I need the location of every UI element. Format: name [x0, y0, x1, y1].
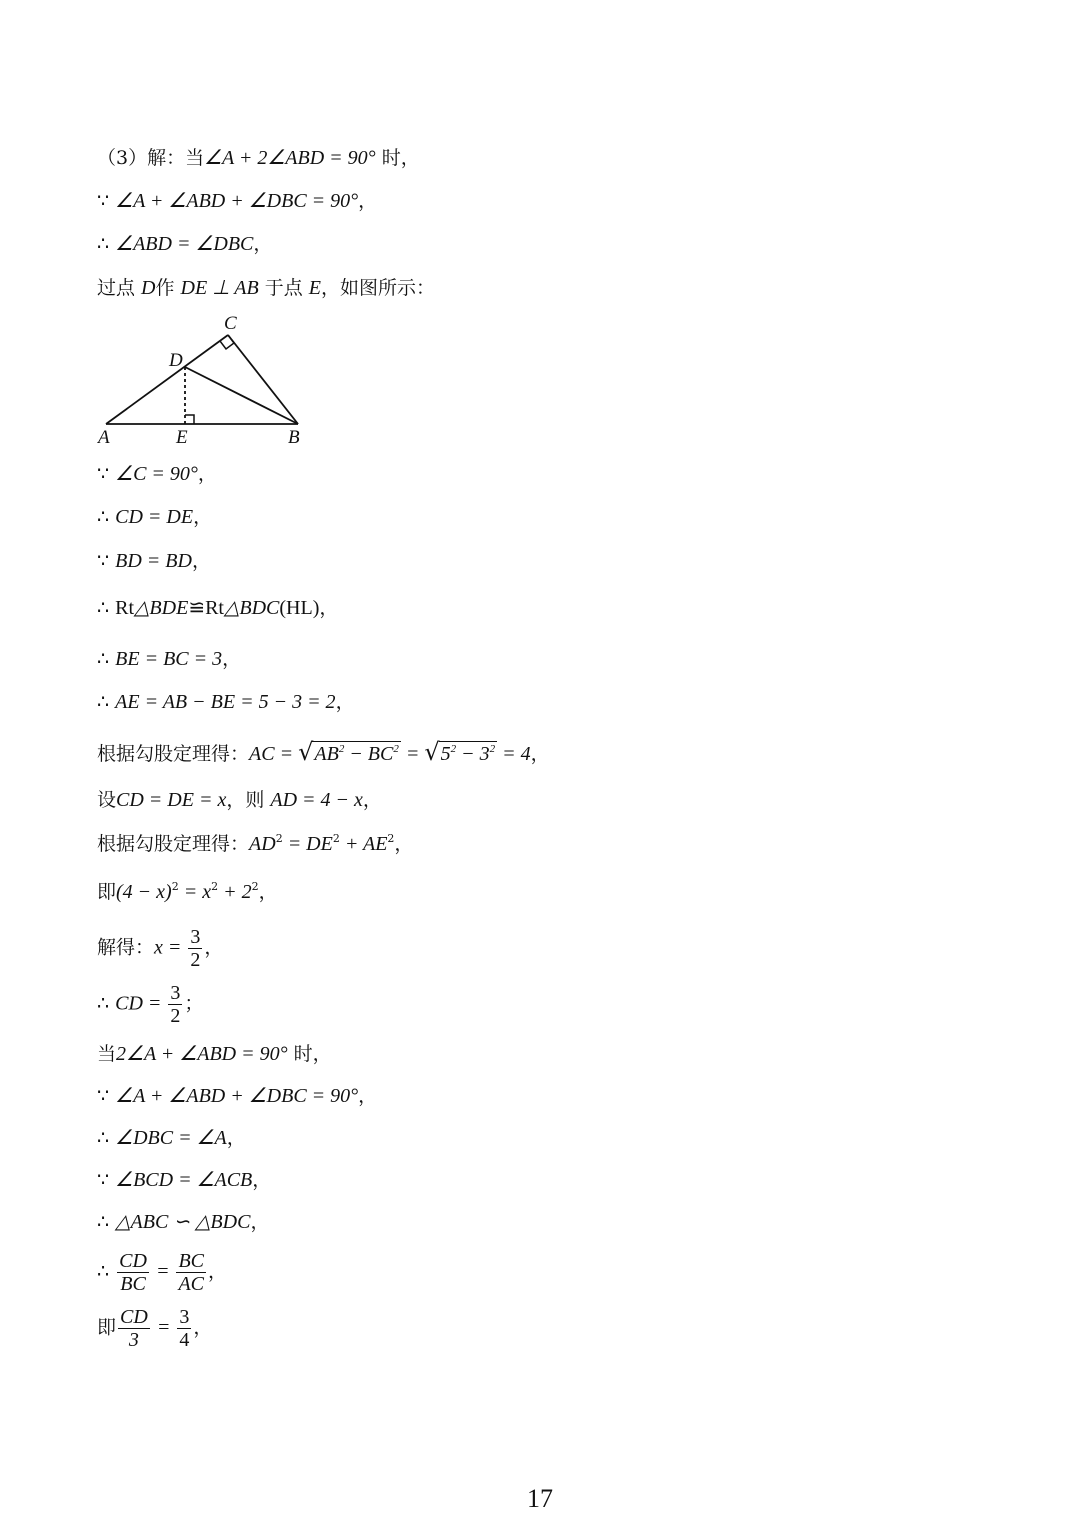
solution-line-22: ∴ $\frac{CD}{BC}$ = $\frac{BC}{AC}$ ， — [97, 1250, 228, 1295]
solution-line-3: ∴ ∠ABD = ∠DBC， — [97, 233, 273, 255]
solution-line-12: 设CD = DE = x，则 AD = 4 − x， — [97, 789, 382, 811]
vertex-label-C: C — [224, 313, 237, 334]
solution-line-8: ∴ Rt△BDE≌Rt△BDC(HL)， — [97, 597, 339, 619]
triangle-figure — [92, 312, 312, 447]
solution-line-7: ∵ BD = BD， — [97, 550, 211, 572]
solution-line-15: 解得：x = $\frac{3}{2}$ ， — [97, 926, 224, 971]
fraction: $\frac{3}{2}$ — [170, 982, 181, 1027]
vertex-label-E: E — [176, 427, 188, 447]
solution-line-17: 当2∠A + ∠ABD = 90° 时， — [97, 1043, 332, 1065]
vertex-label-B: B — [288, 427, 300, 447]
solution-line-11: 根据勾股定理得：AC = $√AB^2 - BC^2 = √5^2 - 3^2 = 4$， — [97, 738, 550, 766]
solution-line-21: ∴ △ABC ∽ △BDC， — [97, 1211, 270, 1233]
fraction: $\frac{BC}{AC}$ — [178, 1250, 204, 1295]
solution-line-13: 根据勾股定理得：$AD^2 = DE^2 + AE^2$， — [97, 832, 414, 855]
solution-line-4: 过点 D作 DE ⊥ AB 于点 E，如图所示： — [97, 277, 436, 299]
solution-line-14: 即$(4 - x)^2 = x^2 + 2^2$， — [97, 880, 278, 903]
solution-line-10: ∴ AE = AB − BE = 5 − 3 = 2， — [97, 691, 355, 713]
vertex-label-A: A — [98, 427, 110, 447]
solution-line-23: 即 $\frac{CD}{3}$ = $\frac{3}{4}$ ， — [97, 1306, 213, 1351]
solution-line-1: （3）解：当∠A + 2∠ABD = 90° 时， — [97, 147, 420, 169]
fraction: $\frac{3}{2}$ — [190, 926, 201, 971]
solution-line-18: ∵ ∠A + ∠ABD + ∠DBC = 90°， — [97, 1085, 378, 1107]
solution-line-5: ∵ ∠C = 90°， — [97, 463, 217, 485]
solution-line-16: ∴ CD = $\frac{3}{2}$ ； — [97, 982, 204, 1027]
vertex-label-D: D — [169, 350, 183, 371]
fraction: $\frac{3}{4}$ — [179, 1306, 190, 1351]
solution-line-19: ∴ ∠DBC = ∠A， — [97, 1127, 246, 1149]
fraction: $\frac{CD}{BC}$ — [119, 1250, 147, 1295]
solution-line-6: ∴ CD = DE， — [97, 506, 213, 528]
page-number: 17 — [527, 1484, 553, 1513]
solution-line-9: ∴ BE = BC = 3， — [97, 648, 242, 670]
fraction: $\frac{CD}{3}$ — [120, 1306, 148, 1351]
solution-line-20: ∵ ∠BCD = ∠ACB， — [97, 1169, 272, 1191]
solution-line-2: ∵ ∠A + ∠ABD + ∠DBC = 90°， — [97, 190, 378, 212]
